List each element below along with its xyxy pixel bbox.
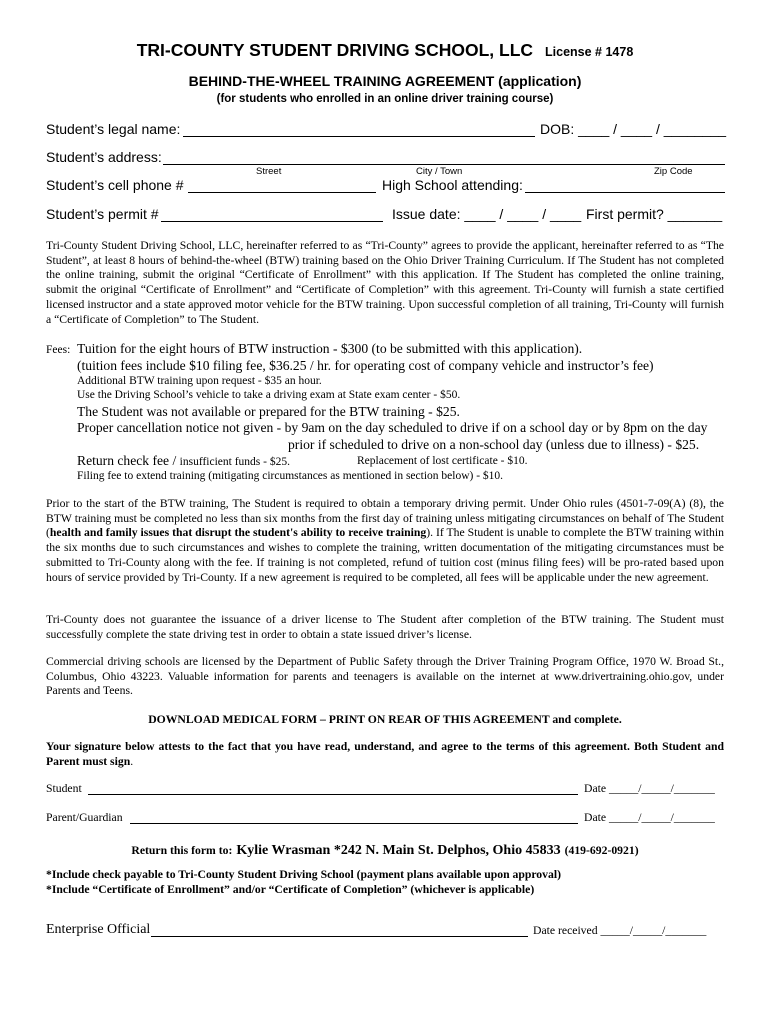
fee-filing: Filing fee to extend training (mitigating circumstances as mentioned in section below) - $10. (77, 470, 504, 482)
first-permit-field[interactable]: First permit? _______ (586, 206, 723, 222)
fee-return-check (77, 453, 290, 469)
return-check-label: Return check fee / (77, 453, 177, 468)
agreement-subtitle: BEHIND-THE-WHEEL TRAINING AGREEMENT (application) (188, 73, 582, 89)
student-signature-field[interactable] (88, 794, 578, 795)
dob-field[interactable]: DOB: ____ / ____ / ________ (540, 121, 727, 137)
parent-signature-field[interactable] (130, 823, 578, 824)
parent-signature-label: Parent/Guardian (46, 811, 123, 824)
fee-not-available: The Student was not available or prepared for the BTW training - $25. (77, 404, 460, 419)
permit-label: Student’s permit # (46, 206, 159, 222)
student-date-field[interactable]: Date _____/_____/_______ (584, 782, 715, 795)
fee-cancel-line2: prior if scheduled to drive on a non-school day (unless due to illness) - $25. (288, 437, 700, 452)
rules-text-2: ). If The Student is unable to complete the BTW training within the six months due to such circumstances and wishes to complete the training, written documentation of the mitigating circumstances must be submitted to Tri-County along with the fee. If training is not completed, refund of tuition cost (minus filing fees) will be pro-rated based upon hours of service provided by Tri-County. If a new agreement is required to be completed, all fees will be applicable under the new agreement. (46, 526, 724, 584)
attest-bold-text: Your signature below attests to the fact that you have read, understand, and agree to the terms of this agreement. Both Student and Parent must sign (46, 740, 724, 768)
commercial-paragraph: Commercial driving schools are licensed by the Department of Public Safety through the Driver Training Program Office, 1970 W. Broad St., Columbus, Ohio 43223. Valuable information for parents and teenagers is available on the internet at www.drivertraining.ohio.gov, under Parents and Teens. (46, 655, 724, 698)
student-signature-label: Student (46, 782, 82, 795)
date-received-field[interactable]: Date received _____/_____/_______ (533, 924, 707, 937)
rules-paragraph (46, 497, 724, 585)
rules-bold-text: health and family issues that disrupt the student's ability to receive training (49, 526, 427, 540)
insufficient-funds-label: insufficient funds - $25. (179, 456, 290, 468)
cell-phone-label: Student’s cell phone # (46, 177, 184, 193)
include-check-note: *Include check payable to Tri-County Student Driving School (payment plans available upon approval) (46, 868, 561, 881)
permit-field[interactable] (161, 221, 383, 222)
zip-label: Zip Code (654, 166, 693, 177)
issue-date-field[interactable]: Issue date: ____ / ____ / ____ (392, 206, 582, 222)
street-label: Street (256, 166, 282, 177)
document-title (0, 40, 770, 61)
legal-name-field[interactable] (183, 136, 535, 137)
agreement-note: (for students who enrolled in an online driver training course) (216, 93, 554, 105)
address-label: Student’s address: (46, 149, 162, 165)
guarantee-paragraph: Tri-County does not guarantee the issuance of a driver license to The Student after completion of the BTW training. The Student must successfully complete the state driving test in order to obtain a state issued driver’s license. (46, 613, 724, 641)
download-medical-form: DOWNLOAD MEDICAL FORM – PRINT ON REAR OF THIS AGREEMENT and complete. (148, 713, 622, 726)
legal-name-label: Student’s legal name: (46, 121, 181, 137)
fee-vehicle: Use the Driving School’s vehicle to take a driving exam at State exam center - $50. (77, 389, 461, 401)
high-school-label: High School attending: (382, 177, 523, 193)
high-school-field[interactable] (525, 192, 725, 193)
city-label: City / Town (416, 166, 463, 177)
address-field[interactable] (163, 164, 725, 165)
parent-date-field[interactable]: Date _____/_____/_______ (584, 811, 715, 824)
fee-additional: Additional BTW training upon request - $35 an hour. (77, 375, 322, 387)
license-number: License # 1478 (545, 45, 634, 59)
fees-label: Fees: (46, 344, 71, 356)
enterprise-official-field[interactable] (151, 936, 528, 937)
fee-replacement: Replacement of lost certificate - $10. (357, 455, 528, 467)
return-name-address: Kylie Wrasman *242 N. Main St. Delphos, Ohio 45833 (236, 843, 561, 858)
return-address (0, 841, 770, 859)
fee-tuition-note: (tuition fees include $10 filing fee, $36.25 / hr. for operating cost of company vehicle and instructor’s fee) (77, 358, 654, 373)
enterprise-official-label: Enterprise Official (46, 922, 151, 937)
rules-text-1: Prior to the start of the BTW training, The Student is required to obtain a temporary driving permit. Under Ohio rules (4501-7-09(A) (8), the BTW training must be completed no less than six months from the first day of training unless mitigating circumstances on behalf of The Student ( (46, 497, 724, 540)
school-name: TRI-COUNTY STUDENT DRIVING SCHOOL, LLC (136, 40, 534, 60)
include-certificates-note: *Include “Certificate of Enrollment” and/or “Certificate of Completion” (whichever is applicable) (46, 883, 535, 896)
intro-paragraph: Tri-County Student Driving School, LLC, hereinafter referred to as “Tri-County” agrees to provide the applicant, hereinafter referred to as “The Student”, at least 8 hours of behind-the-wheel (BTW) training based on the Ohio Driver Training Curriculum. If The Student has not completed the online training, submit the original “Certificate of Enrollment” with this application. If The Student has completed the online training, submit the original “Certificate of Enrollment” and “Certificate of Completion” with this agreement. Tri-County will furnish a state certified licensed instructor and a state approved motor vehicle for the BTW training. Upon successful completion of all training, Tri-County will furnish a “Certificate of Completion” to The Student. (46, 239, 724, 326)
attest-end: . (130, 754, 134, 768)
fee-cancel-line1: Proper cancellation notice not given - by 9am on the day scheduled to drive if on a school day or by 8pm on the day (77, 420, 708, 435)
return-phone: (419-692-0921) (564, 844, 639, 857)
fee-tuition: Tuition for the eight hours of BTW instruction - $300 (to be submitted with this application). (77, 341, 583, 356)
return-prefix: Return this form to: (131, 844, 233, 857)
attest-paragraph (46, 740, 724, 769)
cell-phone-field[interactable] (188, 192, 376, 193)
